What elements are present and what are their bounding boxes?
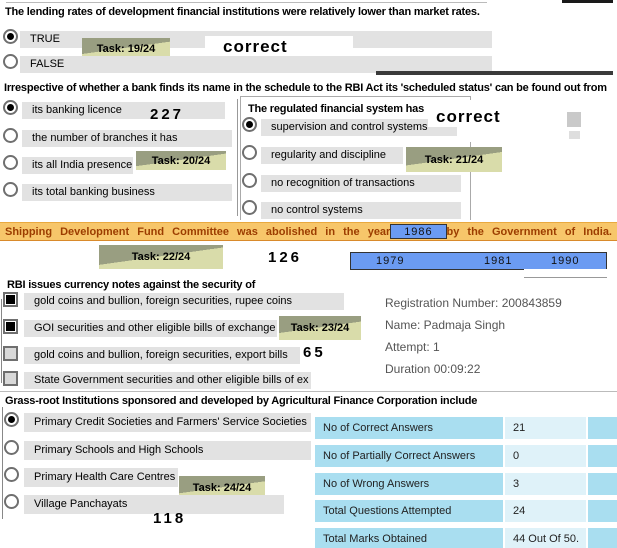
q5-checkbox-1[interactable]: [3, 292, 18, 307]
q4-text-before: Shipping Development Fund Committee was abolished in the year: [5, 225, 391, 238]
q6-option-2[interactable]: Primary Schools and High Schools: [24, 441, 311, 460]
result-row-label: Total Questions Attempted: [315, 500, 503, 522]
q3-radio-1[interactable]: [242, 117, 257, 132]
q2-option-1[interactable]: its banking licence: [22, 102, 225, 119]
q5-checkbox-2[interactable]: [3, 319, 18, 334]
q1-option-true[interactable]: TRUE: [20, 31, 492, 48]
q3-option-2[interactable]: regularity and discipline: [261, 147, 403, 164]
q5-checkbox-4[interactable]: [3, 371, 18, 386]
q2-option-3[interactable]: its all India presence: [22, 157, 133, 174]
top-divider-line: [6, 2, 487, 3]
radio-dot: [8, 416, 15, 423]
q4-annotation-number: 126: [268, 249, 303, 266]
result-row-label: No of Wrong Answers: [315, 473, 503, 495]
q6-group-bracket: [2, 407, 3, 519]
q3-radio-4[interactable]: [242, 200, 257, 215]
q5-option-2[interactable]: GOI securities and other eligible bills of exchange: [24, 320, 277, 337]
checkbox-mark: [6, 295, 15, 304]
q3-radio-3[interactable]: [242, 173, 257, 188]
q3-option-4[interactable]: no control systems: [261, 202, 461, 219]
q4-empty-slot: [524, 269, 607, 278]
q5-annotation-number: 65: [303, 344, 326, 361]
year-option-1990[interactable]: 1990: [551, 255, 580, 267]
checkbox-mark: [6, 322, 15, 331]
q5-option-4[interactable]: State Government securities and other eligible bills of ex: [24, 372, 311, 389]
top-right-edge-bar: [562, 0, 613, 3]
q6-task-badge: Task: 24/24: [179, 476, 265, 500]
q6-annotation-number: 118: [153, 510, 187, 527]
result-row-value: 21: [505, 417, 586, 439]
q2-option-2[interactable]: the number of branches it has: [22, 130, 232, 147]
q3-annotation-correct: correct: [428, 107, 509, 127]
candidate-name: Name: Padmaja Singh: [385, 318, 506, 332]
q2-radio-3[interactable]: [3, 155, 18, 170]
q1-radio-false[interactable]: [3, 54, 18, 69]
q1-option-false[interactable]: FALSE: [20, 56, 492, 73]
result-row-label: No of Correct Answers: [315, 417, 503, 439]
result-row-value: 44 Out Of 50.: [505, 528, 586, 548]
result-row-spacer: [588, 528, 617, 548]
candidate-attempt: Attempt: 1: [385, 340, 440, 354]
result-row-value: 24: [505, 500, 586, 522]
bottom-section-divider: [0, 391, 617, 392]
q6-option-4[interactable]: Village Panchayats: [24, 495, 284, 514]
q6-radio-4[interactable]: [4, 494, 19, 509]
question-5-text: RBI issues currency notes against the security of: [7, 279, 256, 291]
q1-annotation-correct: correct: [215, 37, 296, 57]
radio-dot: [7, 33, 14, 40]
q2-task-badge: Task: 20/24: [136, 151, 226, 170]
q2-radio-4[interactable]: [3, 182, 18, 197]
radio-dot: [7, 104, 14, 111]
question-6-text: Grass-root Institutions sponsored and developed by Agricultural Finance Corporation include: [5, 395, 478, 407]
q2-radio-2[interactable]: [3, 128, 18, 143]
result-row-spacer: [588, 473, 617, 495]
q6-option-1[interactable]: Primary Credit Societies and Farmers' Service Societies: [24, 413, 311, 432]
q6-radio-3[interactable]: [4, 467, 19, 482]
question-1-text: The lending rates of development financial institutions were relatively lower than market rates.: [5, 6, 480, 18]
column-divider: [237, 99, 238, 216]
q1-radio-true[interactable]: [3, 29, 18, 44]
q3-radio-2[interactable]: [242, 145, 257, 160]
q4-task-badge: Task: 22/24: [99, 245, 223, 269]
q6-option-3[interactable]: Primary Health Care Centres: [24, 468, 178, 487]
q4-text-after: by the Government of India.: [446, 225, 612, 238]
q2-radio-1[interactable]: [3, 100, 18, 115]
candidate-duration: Duration 00:09:22: [385, 362, 481, 376]
q6-radio-2[interactable]: [4, 440, 19, 455]
q2-annotation-number: 227: [150, 106, 185, 123]
scrollbar-fragment-top: [567, 112, 581, 127]
result-row-value: 0: [505, 445, 586, 467]
q1-task-badge: Task: 19/24: [82, 38, 170, 59]
q4-fill-in-band: [0, 222, 617, 241]
year-option-1981[interactable]: 1981: [484, 255, 513, 267]
candidate-registration: Registration Number: 200843859: [385, 296, 562, 310]
q3-option-1[interactable]: supervision and control systems: [261, 119, 457, 136]
q2-option-4[interactable]: its total banking business: [22, 184, 232, 201]
radio-dot: [246, 121, 253, 128]
question-3-text: The regulated financial system has: [248, 103, 424, 115]
result-row-label: No of Partially Correct Answers: [315, 445, 503, 467]
section-divider-dark-bar: [376, 71, 613, 75]
result-row-spacer: [588, 445, 617, 467]
q4-answer-slot[interactable]: 1986: [390, 224, 446, 239]
q6-radio-1[interactable]: [4, 412, 19, 427]
scrollbar-fragment-bottom: [569, 131, 580, 139]
result-row-label: Total Marks Obtained: [315, 528, 503, 548]
question-2-text: Irrespective of whether a bank finds its name in the schedule to the RBI Act its 'scheduled status' can be found out from: [4, 82, 607, 94]
q3-option-3[interactable]: no recognition of transactions: [261, 175, 461, 192]
q5-group-bracket: [1, 299, 2, 383]
q5-checkbox-3[interactable]: [3, 346, 18, 361]
q5-option-3[interactable]: gold coins and bullion, foreign securities, export bills: [24, 347, 300, 364]
q3-task-badge: Task: 21/24: [406, 147, 502, 172]
q5-task-badge: Task: 23/24: [279, 316, 361, 340]
result-row-spacer: [588, 500, 617, 522]
q5-option-1[interactable]: gold coins and bullion, foreign securities, rupee coins: [24, 293, 344, 310]
result-row-spacer: [588, 417, 617, 439]
result-row-value: 3: [505, 473, 586, 495]
q4-year-options-bar: [350, 252, 607, 270]
year-option-1979[interactable]: 1979: [376, 255, 405, 267]
